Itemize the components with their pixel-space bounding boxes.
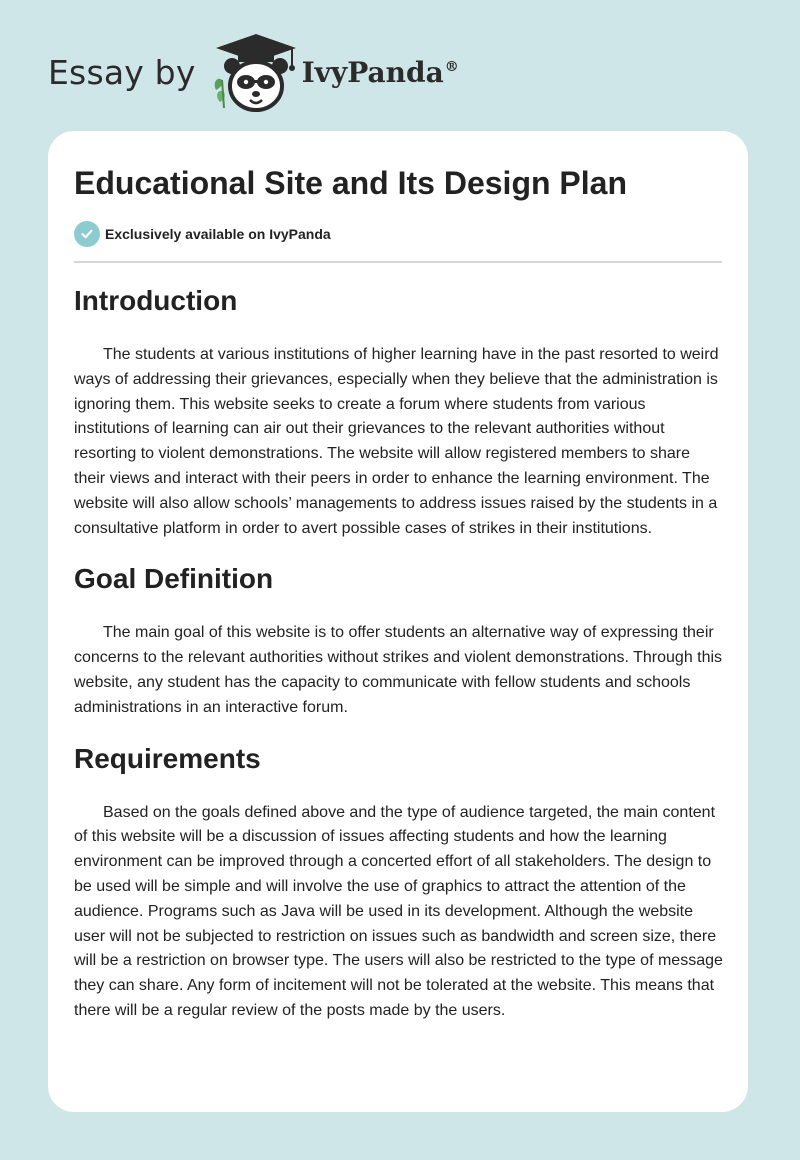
panda-graduate-logo-icon <box>208 30 304 114</box>
section-introduction <box>74 281 724 541</box>
section-heading: Introduction <box>74 285 238 316</box>
section-requirements <box>74 739 724 1024</box>
badge-text: Exclusively available on IvyPanda <box>105 226 331 242</box>
section-paragraph: The students at various institutions of higher learning have in the past resorted to weird ways of addressing their grievances, especially when they believe that the administration is ignoring them. This website seeks to create a forum where students from various institutions of learning can air out their grievances to the relevant authorities without resorting to violent demonstrations. The website will allow registered members to share their views and interact with their peers in order to enhance the learning environment. The website will also allow schools’ managements to address issues raised by the students in a consultative platform in order to avert possible cases of strikes in their institutions. <box>74 346 719 537</box>
brand-header[interactable] <box>48 30 459 114</box>
registered-mark: ® <box>444 59 459 76</box>
title-divider <box>74 261 722 263</box>
section-paragraph: Based on the goals defined above and the type of audience targeted, the main content of this website will be a discussion of issues affecting students and how the learning environment can be improved through a concerted effort of all stakeholders. The design to be used will be simple and will involve the use of graphics to attract the attention of the audience. Programs such as Java will be used in its development. Although the website user will not be subjected to restriction on issues such as bandwidth and screen size, there will be a restriction on browser type. The users will also be restricted to the type of message they can share. Any form of incitement will not be tolerated at the website. This means that there will be a regular review of the posts made by the users. <box>74 803 723 1019</box>
check-circle-icon <box>74 221 100 247</box>
section-heading: Requirements <box>74 742 261 774</box>
brand-prefix: Essay by <box>48 52 196 92</box>
essay-content <box>74 281 724 1042</box>
section-paragraph: The main goal of this website is to offer students an alternative way of expressing their concerns to the relevant authorities without strikes and violent demonstrations. Through this website, any student has the capacity to communicate with fellow students and schools administrations in an interactive forum. <box>74 624 723 716</box>
brand-name: IvyPanda® <box>301 55 459 89</box>
page-title: Educational Site and Its Design Plan <box>74 165 627 201</box>
essay-card <box>48 131 748 1112</box>
exclusive-badge <box>74 221 331 247</box>
section-heading: Goal Definition <box>74 563 274 595</box>
section-goal-definition <box>74 559 724 720</box>
